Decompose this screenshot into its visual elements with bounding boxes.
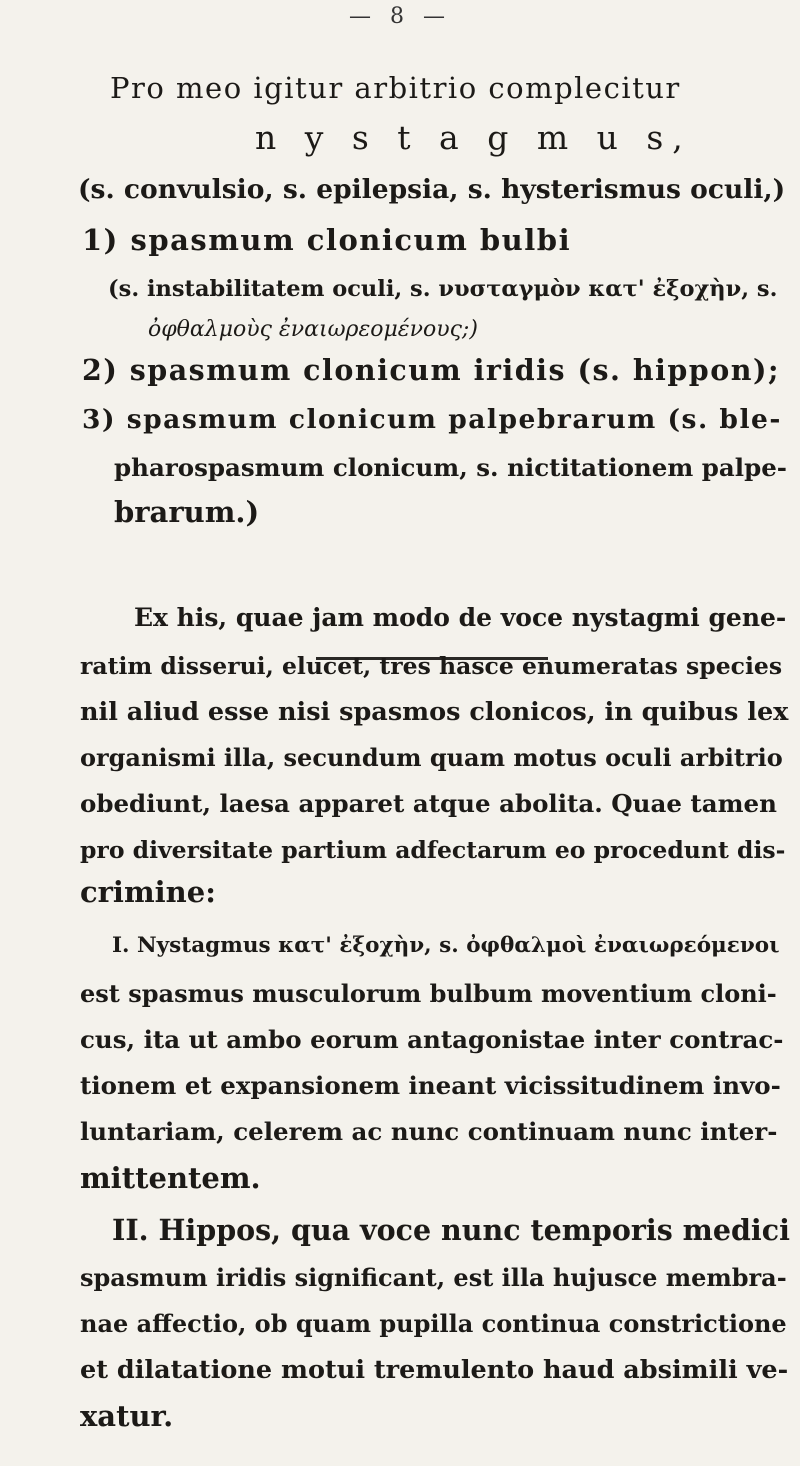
text-line: nae affectio, ob quam pupilla continua constrictione [80, 1309, 787, 1338]
text-line: nil aliud esse nisi spasmos clonicos, in quibus lex [80, 697, 789, 727]
text-line: brarum.) [114, 495, 260, 529]
text-line: 3) spasmum clonicum palpebrarum (s. ble- [82, 404, 782, 435]
text-line: Pro meo igitur arbitrio complecitur [110, 71, 681, 105]
text-line: tionem et expansionem ineant vicissitudinem invo- [80, 1071, 781, 1100]
text-line: est spasmus musculorum bulbum moventium cloni- [80, 979, 777, 1008]
text-line: pharospasmum clonicum, s. nictitationem palpe- [114, 453, 787, 482]
text-line: mittentem. [80, 1161, 261, 1195]
text-line: II. Hippos, qua voce nunc temporis medici [112, 1213, 790, 1247]
text-line: organismi illa, secundum quam motus oculi arbitrio [80, 743, 783, 772]
text-line: (s. convulsio, s. epilepsia, s. hysterismus oculi,) [78, 174, 786, 205]
text-line: pro diversitate partium adfectarum eo procedunt dis- [80, 836, 786, 864]
text-line: 1) spasmum clonicum bulbi [82, 223, 572, 257]
text-line: obediunt, laesa apparet atque abolita. Quae tamen [80, 789, 777, 818]
text-line: xatur. [80, 1399, 174, 1433]
text-line: cus, ita ut ambo eorum antagonistae inter contrac- [80, 1025, 784, 1054]
text-line: ὀφθαλμοὺς ἐναιωρεομένους;) [148, 317, 478, 342]
text-line: ratim disserui, elucet, tres hasce enumeratas species [80, 652, 783, 680]
section-heading: n y s t a g m u s, [255, 118, 692, 157]
text-line: I. Nystagmus κατ' ἐξοχὴν, s. ὀφθαλμοὶ ἐναιωρεόμενοι [112, 933, 780, 958]
text-line: 2) spasmum clonicum iridis (s. hippon); [82, 353, 780, 387]
text-line: Ex his, quae jam modo de voce nystagmi gene- [134, 603, 787, 632]
text-line: et dilatatione motui tremulento haud absimili ve- [80, 1355, 789, 1385]
text-line: crimine: [80, 875, 216, 909]
text-line: (s. instabilitatem oculi, s. νυσταγμὸν κατ' ἐξοχὴν, s. [108, 276, 778, 302]
text-line: spasmum iridis significant, est illa hujusce membra- [80, 1263, 787, 1292]
text-line: luntariam, celerem ac nunc continuam nunc inter- [80, 1117, 778, 1146]
page-number: — 8 — [349, 4, 451, 29]
